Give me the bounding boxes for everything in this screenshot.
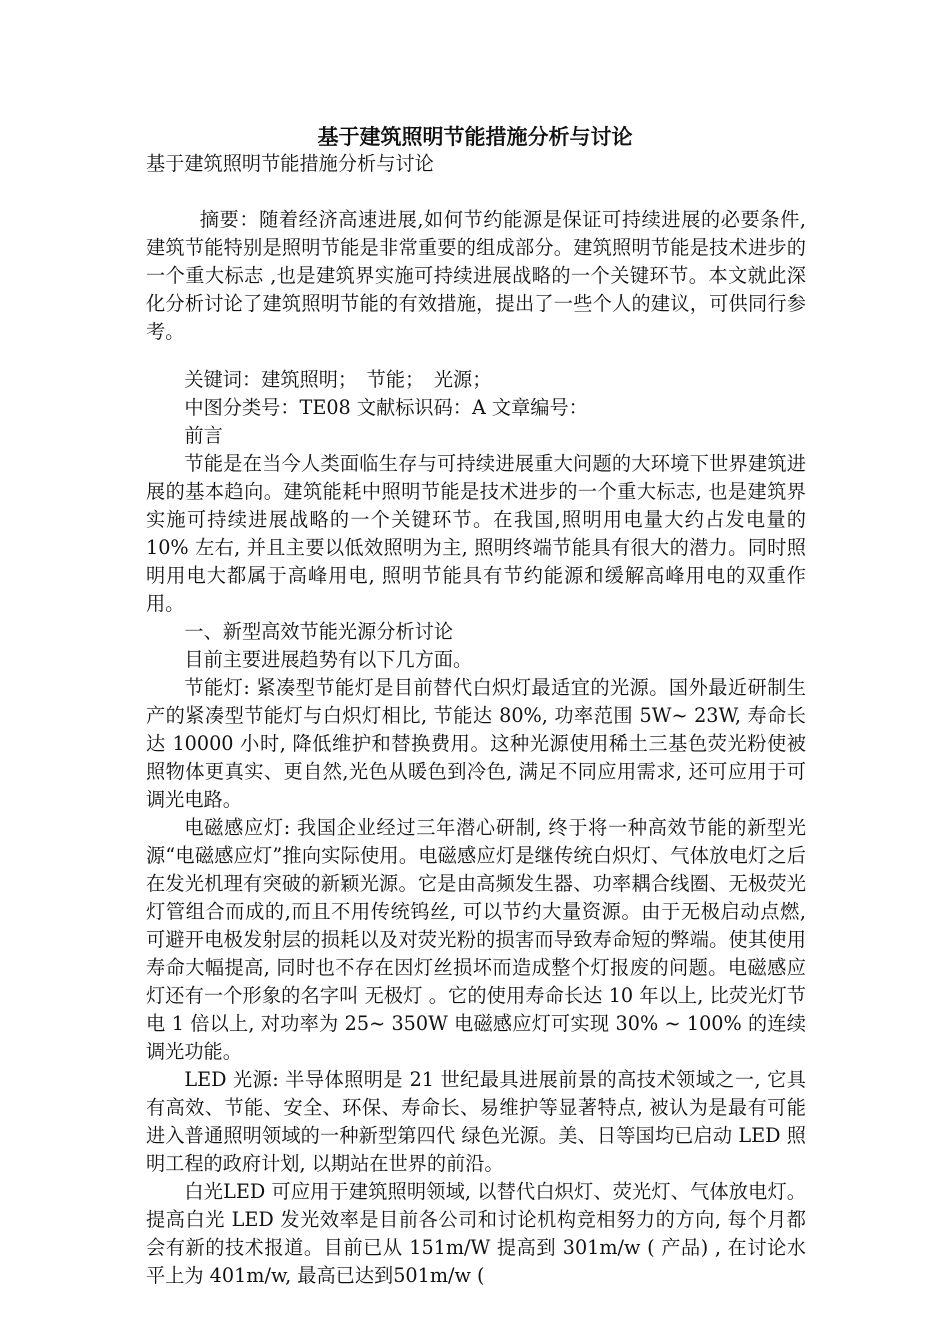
document-body [146, 150, 806, 1290]
preface-heading: 前言 [184, 424, 223, 447]
led-paragraph: LED 光源: 半导体照明是 21 世纪最具进展前景的高技术领域之一, 它具有高效、节能、安全、环保、寿命长、易维护等显著特点, 被认为是最有可能进入普通照明领域的一种新型第四代 绿色光源。美、日等国均已启动 LED 照明工程的政府计划, 以期站在世界的前沿。 [146, 1068, 806, 1175]
preface-paragraph: 节能是在当今人类面临生存与可持续进展重大问题的大环境下世界建筑进展的基本趋向。建筑能耗中照明节能是技术进步的一个重大标志, 也是建筑界实施可持续进展战略的一个关键环节。在我国,照明用电量大约占发电量的 10% 左右, 并且主要以低效照明为主, 照明终端节能具有很大的潜力。同时照明用电大都属于高峰用电, 照明节能具有节约能源和缓解高峰用电的双重作用。 [146, 452, 806, 615]
white-led-paragraph: 白光LED 可应用于建筑照明领域, 以替代白炽灯、荧光灯、气体放电灯。提高白光 LED 发光效率是目前各公司和讨论机构竞相努力的方向, 每个月都会有新的技术报道。目前已从 151m/W 提高到 301m/w ( 产品) , 在讨论水平上为 401m/w, 最高已达到501m/w ( [146, 1180, 806, 1287]
cfl-paragraph: 节能灯: 紧凑型节能灯是目前替代白炽灯最适宜的光源。国外最近研制生产的紧凑型节能灯与白炽灯相比, 节能达 80%, 功率范围 5W~ 23W, 寿命长达 10000 小时, 降低维护和替换费用。这种光源使用稀土三基色荧光粉使被照物体更真实、更自然,光色从暖色到冷色, 满足不同应用需求, 还可应用于可调光电路。 [146, 676, 806, 811]
induction-lamp-paragraph: 电磁感应灯: 我国企业经过三年潜心研制, 终于将一种高效节能的新型光源“电磁感应灯”推向实际使用。电磁感应灯是继传统白炽灯、气体放电灯之后在发光机理有突破的新颖光源。它是由高频发生器、功率耦合线圈、无极荧光灯管组合而成的,而且不用传统钨丝, 可以节约大量资源。由于无极启动点燃, 可避开电极发射层的损耗以及对荧光粉的损害而导致寿命短的弊端。使其使用寿命大幅提高, 同时也不存在因灯丝损坏而造成整个灯报废的问题。电磁感应灯还有一个形象的名字叫 无极灯 。它的使用寿命长达 10 年以上, 比荧光灯节电 1 倍以上, 对功率为 25~ 350W 电磁感应灯可实现 30% ~ 100% 的连续调光功能。 [146, 816, 806, 1063]
document-title: 基于建筑照明节能措施分析与讨论 [317, 124, 633, 149]
classification-line: 中图分类号：TE08 文献标识码：A 文章编号： [184, 396, 588, 419]
document-subtitle: 基于建筑照明节能措施分析与讨论 [146, 152, 434, 175]
abstract-paragraph: 摘要：随着经济高速进展,如何节约能源是保证可持续进展的必要条件,建筑节能特别是照明节能是非常重要的组成部分。建筑照明节能是技术进步的一个重大标志 ,也是建筑界实施可持续进展战略的一个关键环节。本文就此深化分析讨论了建筑照明节能的有效措施，提出了一些个人的建议，可供同行参考。 [146, 208, 806, 343]
section-heading: 一、新型高效节能光源分析讨论 [184, 620, 454, 643]
trend-paragraph: 目前主要进展趋势有以下几方面。 [184, 648, 473, 671]
keywords-line: 关键词：建筑照明； 节能； 光源； [184, 368, 492, 391]
